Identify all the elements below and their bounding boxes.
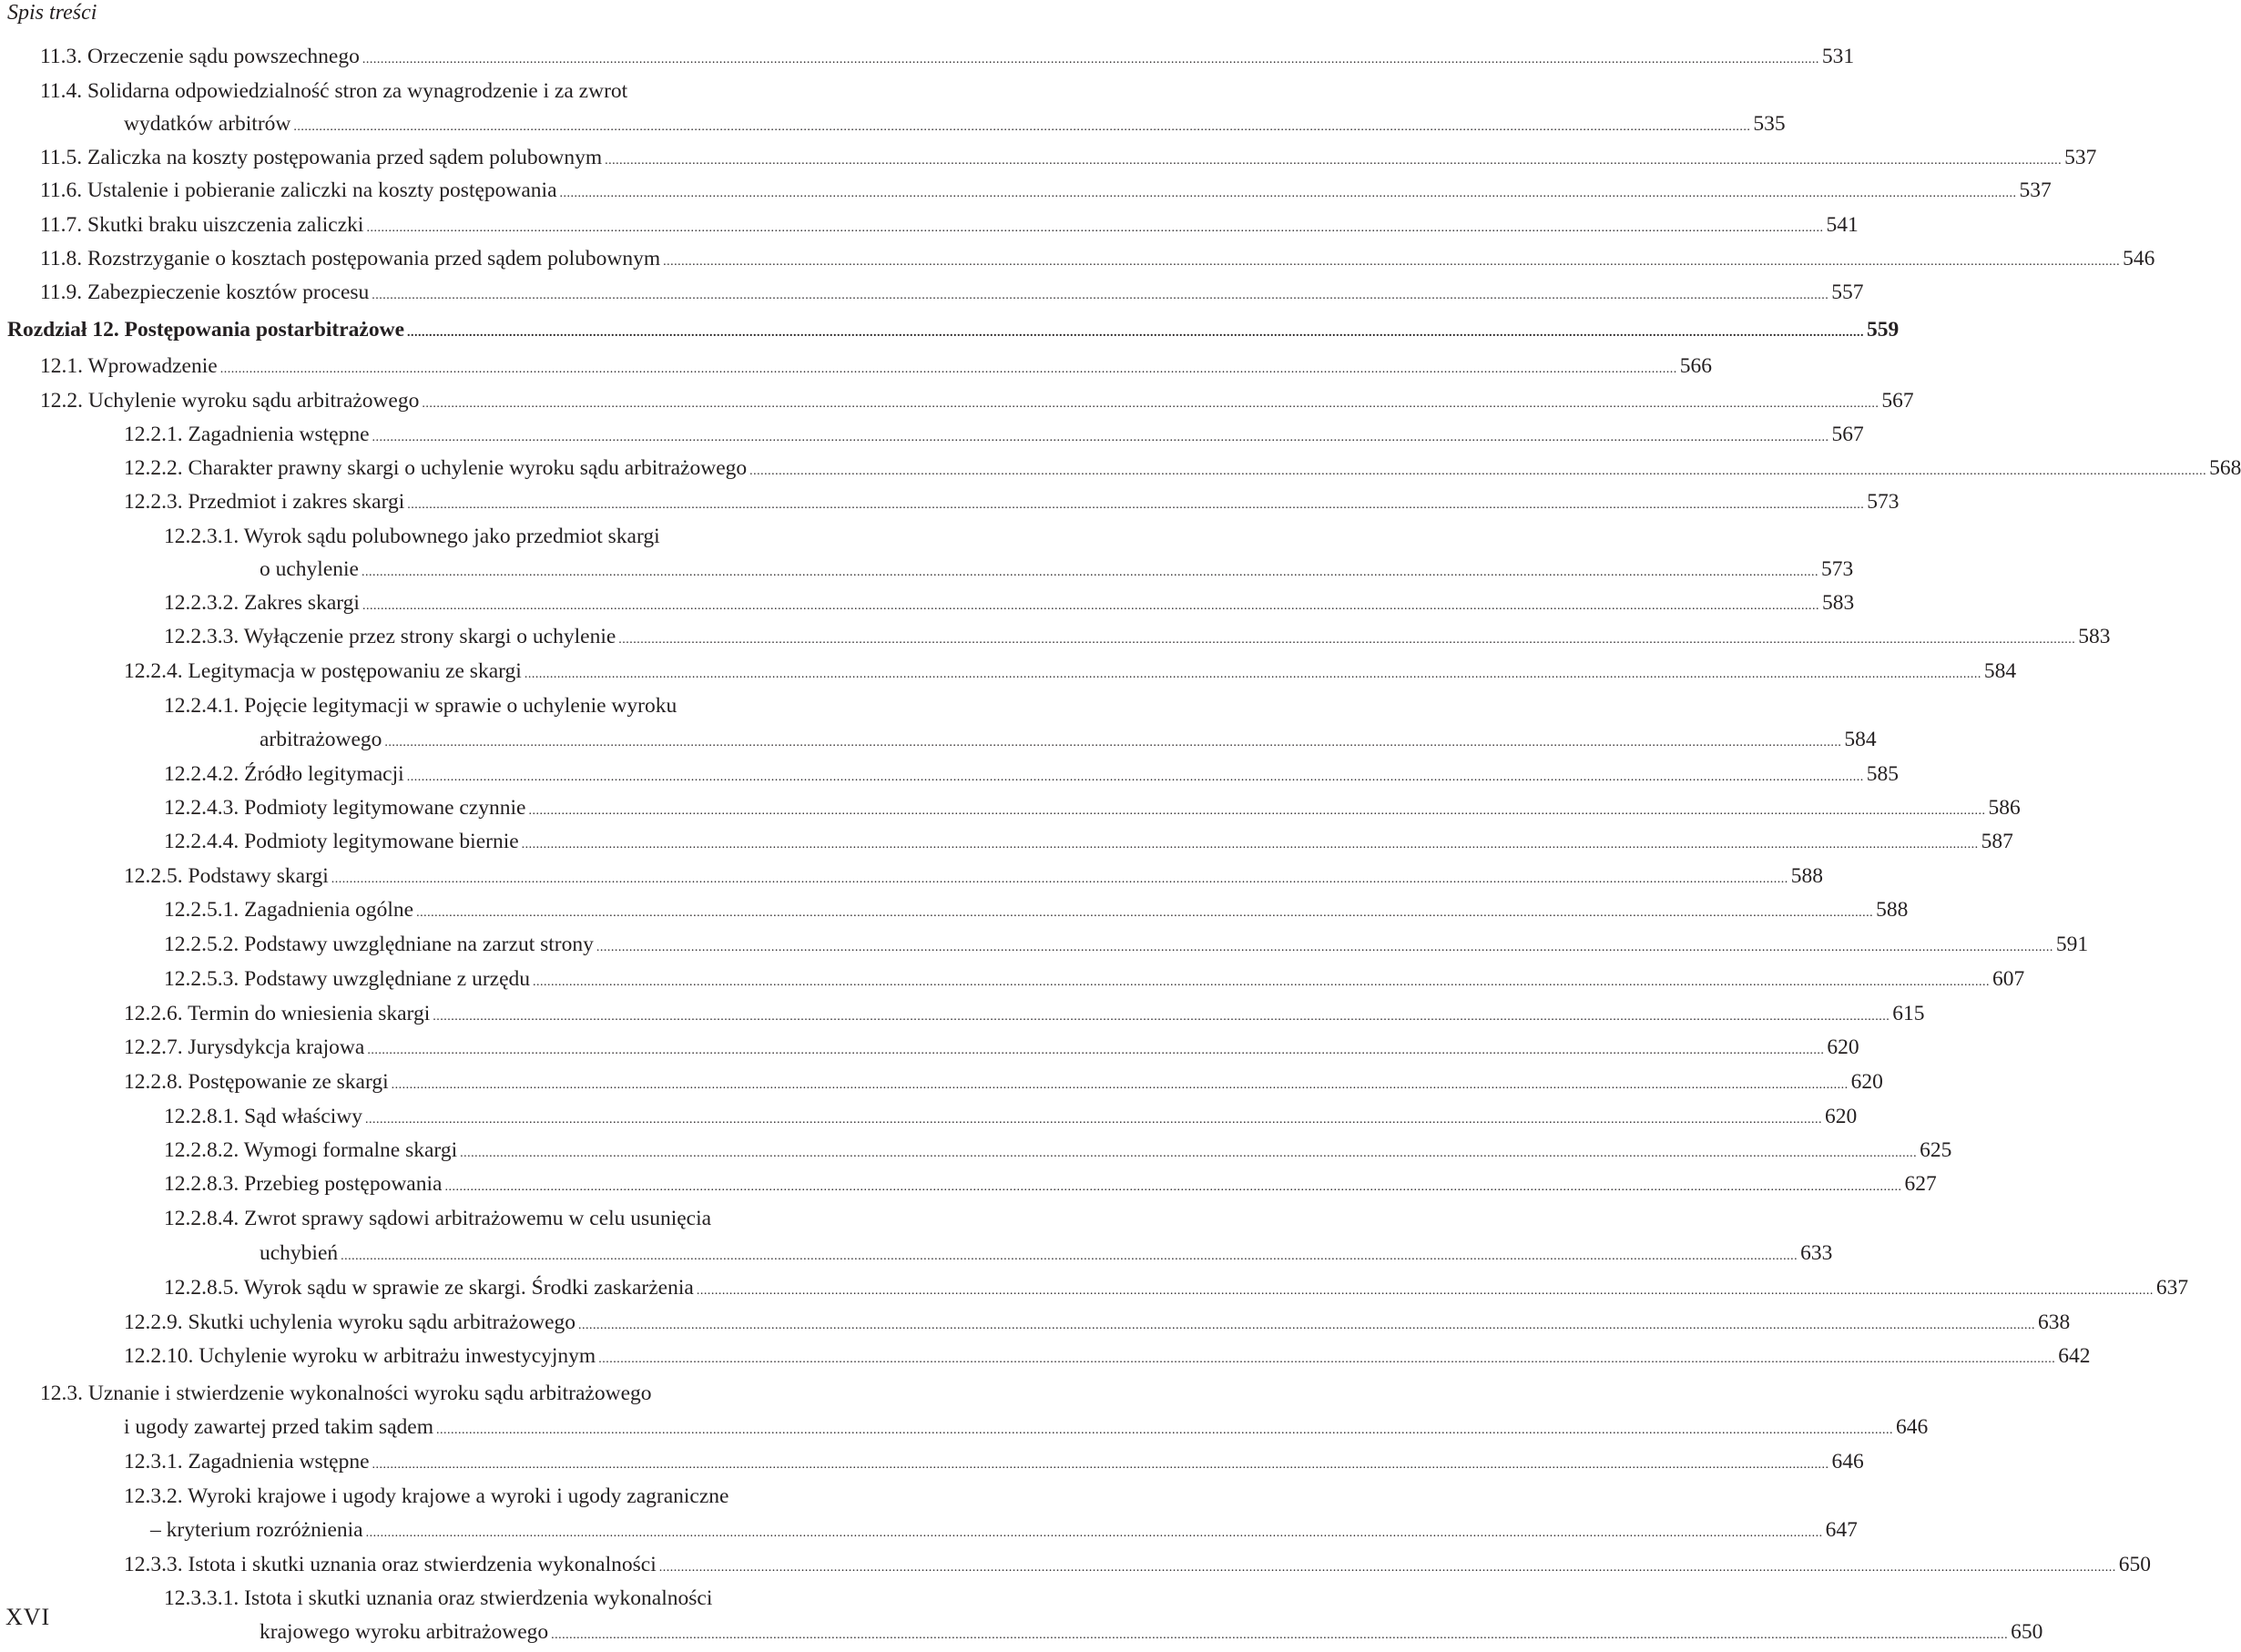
toc-page-number: 637 (2155, 1276, 2189, 1300)
toc-entry-title: 12.2.8. Postępowanie ze skargi (124, 1070, 389, 1094)
toc-page-number: 620 (1850, 1070, 1883, 1094)
toc-entry-title: 12.2.4.2. Źródło legitymacji (164, 762, 404, 786)
toc-dot-leader: ................................................................................................................................................................................................................................................................................................................................................................................................................ (578, 1319, 2036, 1332)
toc-entry (124, 1411, 1929, 1447)
toc-dot-leader: ................................................................................................................................................................................................................................................................................................................................................................................................................ (341, 1249, 1798, 1263)
toc-entry-title: 12.2.10. Uchylenie wyroku w arbitrażu inwestycyjnym (124, 1344, 596, 1368)
toc-page-number: 627 (1904, 1172, 1937, 1196)
toc-page-number: 584 (1844, 728, 1877, 751)
toc-dot-leader: ................................................................................................................................................................................................................................................................................................................................................................................................................ (749, 464, 2207, 478)
toc-entry (40, 276, 1864, 312)
toc-dot-leader: ................................................................................................................................................................................................................................................................................................................................................................................................................ (391, 1078, 1849, 1092)
toc-entry-title: 12.2.4. Legitymacja w postępowaniu ze skargi (124, 659, 522, 683)
toc-dot-leader: ................................................................................................................................................................................................................................................................................................................................................................................................................ (533, 975, 1991, 989)
toc-page-number: 567 (1881, 389, 1914, 413)
toc-entry (164, 893, 1909, 930)
toc-entry-title: o uchylenie (260, 557, 359, 581)
toc-entry (164, 620, 2111, 657)
toc-entry (124, 1066, 1883, 1102)
toc-dot-leader: ................................................................................................................................................................................................................................................................................................................................................................................................................ (605, 154, 2063, 168)
toc-entry (150, 1514, 1858, 1550)
toc-entry-title: 12.2. Uchylenie wyroku sądu arbitrażowego (40, 389, 420, 413)
toc-entry (124, 655, 2017, 691)
toc-dot-leader: ................................................................................................................................................................................................................................................................................................................................................................................................................ (435, 1423, 1893, 1437)
toc-page-number: 573 (1820, 557, 1854, 581)
toc-entry-title: 12.2.5.2. Podstawy uwzględniane na zarzut strony (164, 933, 594, 956)
toc-entry (124, 860, 1824, 896)
toc-entry-title: 12.2.8.5. Wyrok sądu w sprawie ze skargi. Środki zaskarżenia (164, 1276, 694, 1300)
toc-dot-leader: ................................................................................................................................................................................................................................................................................................................................................................................................................ (658, 1561, 2116, 1575)
toc-entry-title: Rozdział 12. Postępowania postarbitrażowe (7, 318, 405, 342)
toc-dot-leader: ................................................................................................................................................................................................................................................................................................................................................................................................................ (696, 1284, 2154, 1298)
toc-entry (164, 791, 2021, 828)
toc-entry (124, 1548, 2151, 1585)
toc-entry (260, 1237, 1833, 1273)
toc-dot-leader: ................................................................................................................................................................................................................................................................................................................................................................................................................ (331, 872, 1788, 886)
toc-entry (124, 107, 1786, 144)
toc-dot-leader: ................................................................................................................................................................................................................................................................................................................................................................................................................ (365, 1113, 1823, 1127)
toc-page-number: 620 (1825, 1105, 1858, 1128)
toc-entry-line: 12.2.4.1. Pojęcie legitymacji w sprawie o uchylenie wyroku (164, 694, 677, 718)
toc-entry-title: 12.1. Wprowadzenie (40, 354, 218, 378)
toc-entry (164, 1271, 2189, 1308)
toc-page-number: 642 (2058, 1344, 2091, 1368)
toc-dot-leader: ................................................................................................................................................................................................................................................................................................................................................................................................................ (407, 326, 1865, 340)
toc-page-number: 647 (1825, 1518, 1858, 1542)
toc-entry-line: 12.2.8.4. Zwrot sprawy sądowi arbitrażowemu w celu usunięcia (164, 1207, 712, 1230)
toc-page-number: 568 (2209, 456, 2241, 480)
toc-entry (260, 723, 1877, 760)
toc-page-number: 588 (1790, 864, 1824, 888)
toc-dot-leader: ................................................................................................................................................................................................................................................................................................................................................................................................................ (433, 1010, 1890, 1024)
toc-page-number: 537 (2064, 146, 2097, 169)
toc-dot-leader: ................................................................................................................................................................................................................................................................................................................................................................................................................ (362, 599, 1819, 613)
toc-entry-line: 12.3.3.1. Istota i skutki uznania oraz stwierdzenia wykonalności (164, 1586, 713, 1610)
toc-page-number: 638 (2038, 1310, 2071, 1334)
toc-page-number: 625 (1920, 1138, 1952, 1162)
toc-entry (260, 1616, 2043, 1652)
toc-entry-title: 11.5. Zaliczka na koszty postępowania przed sądem polubownym (40, 146, 603, 169)
toc-entry (164, 928, 2089, 964)
toc-page-number: 620 (1827, 1035, 1859, 1059)
toc-page-number: 646 (1895, 1415, 1929, 1439)
toc-entry (40, 174, 2052, 210)
toc-entry-line: 12.2.3.1. Wyrok sądu polubownego jako przedmiot skargi (164, 525, 660, 548)
toc-page-number: 588 (1876, 898, 1909, 922)
toc-entry-line: 12.3.2. Wyroki krajowe i ugody krajowe a wyroki i ugody zagraniczne (124, 1484, 729, 1508)
toc-page-number: 535 (1753, 112, 1786, 136)
toc-dot-leader: ................................................................................................................................................................................................................................................................................................................................................................................................................ (618, 633, 2076, 647)
toc-entry (164, 1168, 1937, 1204)
toc-dot-leader: ................................................................................................................................................................................................................................................................................................................................................................................................................ (372, 431, 1829, 444)
toc-dot-leader: ................................................................................................................................................................................................................................................................................................................................................................................................................ (598, 1352, 2056, 1366)
toc-dot-leader: ................................................................................................................................................................................................................................................................................................................................................................................................................ (524, 668, 1981, 681)
toc-entry (124, 997, 1925, 1034)
toc-entry-title: 12.3.1. Zagadnienia wstępne (124, 1450, 370, 1474)
toc-entry (164, 963, 2025, 999)
toc-entry-title: 12.2.8.2. Wymogi formalne skargi (164, 1138, 458, 1162)
toc-entry (124, 485, 1900, 522)
toc-page-number: 633 (1800, 1241, 1833, 1265)
toc-page-number: 583 (1821, 591, 1855, 615)
toc-dot-leader: ................................................................................................................................................................................................................................................................................................................................................................................................................ (596, 941, 2053, 954)
toc-entry (124, 452, 2241, 488)
toc-page-number: 650 (2118, 1553, 2151, 1576)
toc-page-number: 585 (1866, 762, 1899, 786)
toc-dot-leader: ................................................................................................................................................................................................................................................................................................................................................................................................................ (365, 1526, 1823, 1540)
toc-entry-title: 12.2.3.3. Wyłączenie przez strony skargi o uchylenie (164, 625, 616, 648)
toc-entry (40, 350, 1712, 386)
toc-page-number: 586 (1988, 796, 2021, 820)
toc-page-number: 615 (1892, 1002, 1925, 1025)
toc-entry (7, 313, 1900, 350)
toc-dot-leader: ................................................................................................................................................................................................................................................................................................................................................................................................................ (366, 221, 1824, 235)
toc-entry (40, 209, 1859, 245)
toc-page-number: 573 (1867, 490, 1900, 514)
toc-entry (164, 825, 2013, 862)
toc-entry-title: 11.7. Skutki braku uiszczenia zaliczki (40, 213, 364, 237)
toc-entry-title: 12.2.5. Podstawy skargi (124, 864, 329, 888)
toc-entry-title: 11.6. Ustalenie i pobieranie zaliczki na koszty postępowania (40, 178, 557, 202)
toc-entry-title: 12.2.8.1. Sąd właściwy (164, 1105, 363, 1128)
running-header: Spis treści (7, 1, 97, 25)
toc-entry-title: uchybień (260, 1241, 339, 1265)
toc-dot-leader: ................................................................................................................................................................................................................................................................................................................................................................................................................ (551, 1628, 2009, 1642)
toc-entry-title: 12.2.5.1. Zagadnienia ogólne (164, 898, 414, 922)
toc-entry-title: 12.2.3. Przedmiot i zakres skargi (124, 490, 405, 514)
toc-entry-title: arbitrażowego (260, 728, 382, 751)
toc-page-number: 587 (1981, 830, 2013, 853)
toc-dot-leader: ................................................................................................................................................................................................................................................................................................................................................................................................................ (406, 770, 1864, 784)
toc-entry-line: 11.4. Solidarna odpowiedzialność stron za wynagrodzenie i za zwrot (40, 79, 628, 103)
toc-dot-leader: ................................................................................................................................................................................................................................................................................................................................................................................................................ (362, 53, 1819, 66)
toc-entry-title: 12.2.4.4. Podmioty legitymowane biernie (164, 830, 519, 853)
toc-entry-line: 12.3. Uznanie i stwierdzenie wykonalności wyroku sądu arbitrażowego (40, 1382, 652, 1405)
toc-entry (260, 553, 1854, 589)
toc-entry-title: 12.2.1. Zagadnienia wstępne (124, 423, 370, 446)
toc-entry (124, 1445, 1864, 1482)
toc-dot-leader: ................................................................................................................................................................................................................................................................................................................................................................................................................ (372, 1458, 1829, 1472)
toc-entry (164, 1100, 1858, 1137)
toc-entry-title: 12.2.6. Termin do wniesienia skargi (124, 1002, 431, 1025)
toc-page-number: 537 (2019, 178, 2052, 202)
toc-dot-leader: ................................................................................................................................................................................................................................................................................................................................................................................................................ (367, 1044, 1825, 1057)
toc-page-number: 650 (2011, 1620, 2043, 1644)
toc-entry-title: 11.9. Zabezpieczenie kosztów procesu (40, 280, 370, 304)
toc-page-number: 584 (1983, 659, 2017, 683)
toc-entry-title: 11.3. Orzeczenie sądu powszechnego (40, 45, 360, 68)
toc-entry (40, 242, 2155, 279)
toc-dot-leader: ................................................................................................................................................................................................................................................................................................................................................................................................................ (559, 187, 2017, 200)
toc-page-number: 591 (2055, 933, 2089, 956)
toc-page-number: 531 (1821, 45, 1855, 68)
toc-entry (124, 1306, 2071, 1342)
toc-entry (40, 384, 1914, 421)
toc-entry (124, 1031, 1859, 1067)
toc-dot-leader: ................................................................................................................................................................................................................................................................................................................................................................................................................ (521, 838, 1979, 851)
toc-dot-leader: ................................................................................................................................................................................................................................................................................................................................................................................................................ (219, 362, 1677, 376)
toc-entry-title: krajowego wyroku arbitrażowego (260, 1620, 549, 1644)
toc-entry-title: 11.8. Rozstrzyganie o kosztach postępowania przed sądem polubownym (40, 247, 661, 270)
toc-entry (164, 758, 1899, 794)
toc-entry-title: 12.2.8.3. Przebieg postępowania (164, 1172, 443, 1196)
toc-dot-leader: ................................................................................................................................................................................................................................................................................................................................................................................................................ (384, 736, 1842, 750)
toc-entry-title: 12.2.4.3. Podmioty legitymowane czynnie (164, 796, 526, 820)
toc-dot-leader: ................................................................................................................................................................................................................................................................................................................................................................................................................ (663, 255, 2121, 269)
toc-entry-title: 12.3.3. Istota i skutki uznania oraz stwierdzenia wykonalności (124, 1553, 657, 1576)
toc-entry (40, 40, 1855, 76)
toc-entry-title: i ugody zawartej przed takim sądem (124, 1415, 433, 1439)
toc-page-number: 546 (2123, 247, 2155, 270)
toc-entry-title: 12.2.7. Jurysdykcja krajowa (124, 1035, 365, 1059)
toc-entry (40, 141, 2097, 178)
toc-page-number: 557 (1831, 280, 1864, 304)
toc-dot-leader: ................................................................................................................................................................................................................................................................................................................................................................................................................ (444, 1180, 1902, 1194)
toc-dot-leader: ................................................................................................................................................................................................................................................................................................................................................................................................................ (460, 1147, 1918, 1160)
toc-dot-leader: ................................................................................................................................................................................................................................................................................................................................................................................................................ (407, 498, 1865, 512)
toc-dot-leader: ................................................................................................................................................................................................................................................................................................................................................................................................................ (528, 804, 1986, 818)
toc-entry-title: 12.2.5.3. Podstawy uwzględniane z urzędu (164, 967, 531, 991)
toc-entry-title: 12.2.3.2. Zakres skargi (164, 591, 360, 615)
toc-page-number: 583 (2078, 625, 2111, 648)
toc-entry (164, 586, 1855, 623)
toc-page-number: 566 (1679, 354, 1712, 378)
toc-dot-leader: ................................................................................................................................................................................................................................................................................................................................................................................................................ (293, 120, 1751, 134)
toc-entry (164, 1134, 1952, 1170)
toc-entry-title: 12.2.2. Charakter prawny skargi o uchylenie wyroku sądu arbitrażowego (124, 456, 748, 480)
toc-dot-leader: ................................................................................................................................................................................................................................................................................................................................................................................................................ (422, 397, 1879, 411)
toc-page-number: 567 (1831, 423, 1864, 446)
toc-dot-leader: ................................................................................................................................................................................................................................................................................................................................................................................................................ (416, 906, 1874, 920)
toc-entry-title: wydatków arbitrów (124, 112, 291, 136)
toc-entry-title: – kryterium rozróżnienia (150, 1518, 363, 1542)
toc-entry-title: 12.2.9. Skutki uchylenia wyroku sądu arbitrażowego (124, 1310, 576, 1334)
toc-dot-leader: ................................................................................................................................................................................................................................................................................................................................................................................................................ (372, 289, 1829, 302)
toc-entry (124, 1340, 2091, 1376)
toc-entry (124, 418, 1864, 454)
toc-page-number: 607 (1992, 967, 2025, 991)
toc-page-number: 646 (1831, 1450, 1864, 1474)
toc-dot-leader: ................................................................................................................................................................................................................................................................................................................................................................................................................ (361, 566, 1818, 579)
page-number: XVI (5, 1604, 51, 1630)
toc-page-number: 559 (1867, 318, 1900, 342)
toc-page-number: 541 (1826, 213, 1859, 237)
